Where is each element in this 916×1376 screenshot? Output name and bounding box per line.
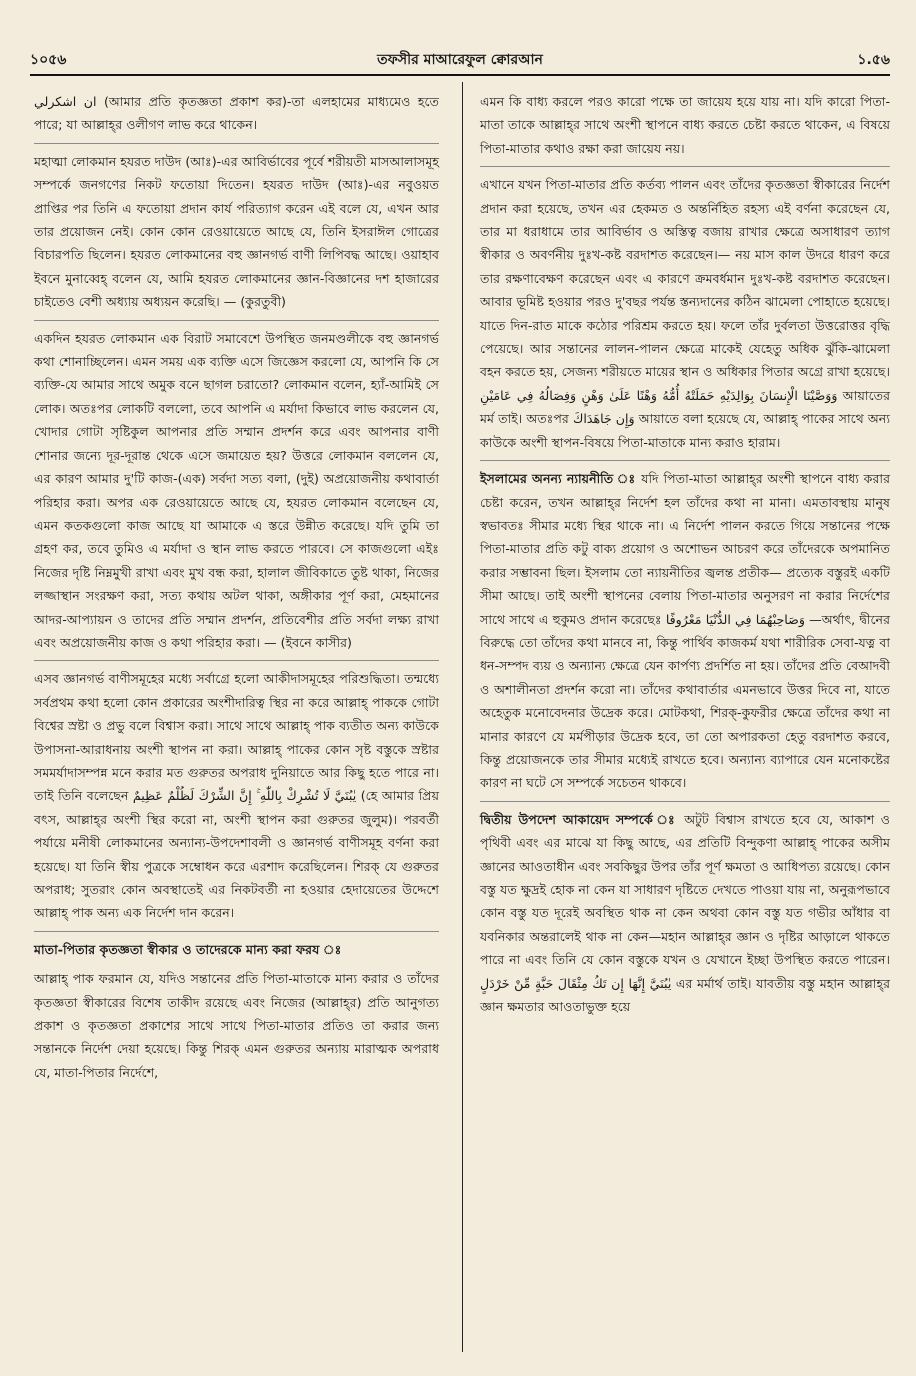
right-column-paragraph: এমন কি বাধ্য করলে পরও কারো পক্ষে তা জায়েয হয়ে যায় না। যদি কারো পিতা-মাতা তাকে আল্লাহ্‌র সাথে অংশী স্থাপনে বাধ্য করতে চেষ্টা করতে থাকেন, এ বিষয়ে পিতা-মাতার কথাও রক্ষা করা জায়েয নয়। <box>480 94 890 156</box>
section-heading: দ্বিতীয় উপদেশ আকায়েদ সম্পর্কে ঃ <box>480 811 685 827</box>
left-column-paragraph: মহাত্মা লোকমান হযরত দাউদ (আঃ)-এর আবির্ভাবের পূর্বে শরীয়তী মাসআলাসমূহ সম্পর্কে জনগণের নিকট ফতোয়া দিতেন। হযরত দাউদ (আঃ)-এর নবুওয়ত প্রাপ্তির পর তিনি এ ফতোয়া প্রদান কার্য পরিত্যাগ করেন এই বলে যে, এখন আর তার প্রয়োজন নেই। কোন কোন রেওয়ায়েতে আছে যে, তিনি ইসরাঈল গোত্রের বিচারপতি ছিলেন। হযরত লোকমানের বহু জ্ঞানগর্ভ বাণী লিপিবদ্ধ আছে। ওয়াহাব ইবনে মুনাব্বেহ্ বলেন যে, আমি হযরত লোকমানের জ্ঞান-বিজ্ঞানের দশ হাজারের চাইতেও বেশী অধ্যায় অধ্যয়ন করেছি। — (কুরতুবী) <box>34 153 439 310</box>
paragraph-text: যদি পিতা-মাতা আল্লাহ্‌র অংশী স্থাপনে বাধ্য করার চেষ্টা করেন, তখন আল্লাহ্‌র নির্দেশ হল তাঁদের কথা না মানা। এমতাবস্থায় মানুষ স্বভাবতঃ সীমার মধ্যে স্থির থাকে না। এ নির্দেশ পালন করতে গিয়ে সন্তানের পক্ষে পিতা-মাতার প্রতি কটু বাক্য প্রয়োগ ও অশোভন আচরণ করে তাঁদেরকে অপমানিত করার সম্ভাবনা ছিল। ইসলাম তো ন্যায়নীতির জ্বলন্ত প্রতীক— প্রত্যেক বস্তুরই একটি সীমা আছে। তাই অংশী স্থাপনের বেলায় পিতা-মাতার অনুসরণ না করার নির্দেশের সাথে সাথে এ হুকুমও প্রদান করেছেঃ وَصَاحِبْهُمَا فِي الدُّنْيَا مَعْرُوفًا —অর্থাৎ, দ্বীনের বিরুদ্ধে তো তাঁদের কথা মানবে না, কিন্তু পার্থিব কাজকর্ম যথা শারীরিক সেবা-যত্ন বা ধন-সম্পদ ব্যয় ও অন্যান্য ক্ষেত্রে যেন কার্পণ্য প্রদর্শিত না হয়। তাঁদের প্রতি বেআদবী ও অশালীনতা প্রদর্শন করো না। তাঁদের কথাবার্তার এমনভাবে উত্তর দিবে না, যাতে অহেতুক মনোবেদনার উদ্রেক করে। মোটকথা, শিরক্-কুফরীর ক্ষেত্রে তাঁদের কথা না মানার কারণে যে মর্মপীড়ার উদ্রেক হবে, তা তো অপারকতা হেতু বরদাশত করবে, কিন্তু প্রয়োজনকে তার সীমার মধ্যেই রাখতে হবে। অন্যান্য ব্যাপারে যেন মনোকষ্টের কারণ না ঘটে সে সম্পর্কে সচেতন থাকবে। <box>480 471 891 791</box>
left-column-paragraph: একদিন হযরত লোকমান এক বিরাট সমাবেশে উপস্থিত জনমণ্ডলীকে বহু জ্ঞানগর্ভ কথা শোনাচ্ছিলেন। এমন সময় এক ব্যক্তি এসে জিজ্ঞেস করলো যে, আপনি কি সে ব্যক্তি-যে আমার সাথে অমুক বনে ছাগল চরাতো? লোকমান বলেন, হ্যাঁ-আমিই সে লোক। অতঃপর লোকটি বললো, তবে আপনি এ মর্যাদা কিভাবে লাভ করলেন যে, খোদার গোটা সৃষ্টিকুল আপনার প্রতি সম্মান প্রদর্শন করে এবং আপনার বাণী শোনার জন্যে দূর-দূরান্ত থেকে এসে জমায়েত হয়? উত্তরে লোকমান বললেন যে, এর কারণ আমার দু'টি কাজ-(এক) সর্বদা সত্য বলা, (দুই) অপ্রয়োজনীয় কথাবার্তা পরিহার করা। অপর এক রেওয়ায়েতে আছে যে, হযরত লোকমান বলেছেন যে, এমন কতকগুলো কাজ আছে যা আমাকে এ স্তরে উন্নীত করেছে। যদি তুমি তা গ্রহণ কর, তবে তুমিও এ মর্যাদা ও স্থান লাভ করতে পারবে। সে কাজগুলো এইঃ নিজের দৃষ্টি নিম্নমুখী রাখা এবং মুখ বন্ধ করা, হালাল জীবিকাতে তুষ্ট থাকা, নিজের লজ্জাস্থান সংরক্ষণ করা, সত্য কথায় অটল থাকা, অঙ্গীকার পূর্ণ করা, মেহমানের আদর-আপ্যায়ন ও তাদের প্রতি সম্মান প্রদর্শন, প্রতিবেশীর প্রতি সর্বদা লক্ষ্য রাখা এবং অপ্রয়োজনীয় কাজ ও কথা পরিহার করা। — (ইবনে কাসীর) <box>34 330 439 650</box>
page-number-right: ১.৫৬ <box>857 52 890 68</box>
paragraph-rule <box>34 143 439 144</box>
column-divider <box>462 82 463 1352</box>
section-heading: ইসলামের অনন্য ন্যায়নীতি ঃ <box>480 471 642 487</box>
right-column-paragraph: এখানে যখন পিতা-মাতার প্রতি কর্তব্য পালন এবং তাঁদের কৃতজ্ঞতা স্বীকারের নির্দেশ প্রদান করা হয়েছে, তখন এর হেকমত ও অন্তর্নিহিত রহস্য এই বর্ণনা করেছেন যে, তার মা ধরাধামে তার আবির্ভাব ও অস্তিত্ব বজায় রাখার ক্ষেত্রে অসাধারণ ত্যাগ স্বীকার ও অবর্ণনীয় দুঃখ-কষ্ট বরদাশত করেছেন।— নয় মাস কাল উদরে ধারণ করে তার রক্ষণাবেক্ষণ করেছেন এবং এ কারণে ক্রমবর্ধমান দুঃখ-কষ্ট বরদাশত করেছেন। আবার ভূমিষ্ট হওয়ার পরও দু'বছর পর্যন্ত স্তন্যদানের কঠিন ঝামেলা পোহাতে হয়েছে। যাতে দিন-রাত মাকে কঠোর পরিশ্রম করতে হয়। ফলে তাঁর দুর্বলতা উত্তরোত্তর বৃদ্ধি পেয়েছে। আর সন্তানের লালন-পালন ক্ষেত্রে মাকেই যেহেতু অধিক ঝুঁকি-ঝামেলা বহন করতে হয়, সেজন্য শরীয়তে মায়ের স্থান ও অধিকার পিতার অগ্রে রাখা হয়েছে। وَوَصَّيْنَا الْإِنسَانَ بِوَالِدَيْهِ حَمَلَتْهُ أُمُّهُ وَهْنًا عَلَىٰ وَهْنٍ وَفِصَالُهُ فِي عَامَيْنِ আয়াতের মর্ম তাই। অতঃপর وَإِن جَاهَدَاكَ আয়াতে বলা হয়েছে যে, আল্লাহ্ পাকের সাথে অন্য কাউকে অংশী স্থাপন-বিষয়ে পিতা-মাতাকে মান্য করাও হারাম। <box>480 177 891 450</box>
right-column-paragraph <box>480 467 890 795</box>
paragraph-rule <box>34 320 439 321</box>
page-header <box>30 44 890 76</box>
page-number-left: ১০৫৬ <box>30 52 67 68</box>
left-column <box>34 90 439 1090</box>
left-column-paragraph: ان اشكرلي (আমার প্রতি কৃতজ্ঞতা প্রকাশ কর)-তা এলহামের মাধ্যমেও হতে পারে; যা আল্লাহ্‌র ওলীগণ লাভ করে থাকেন। <box>34 94 439 133</box>
left-column-paragraph: আল্লাহ্ পাক ফরমান যে, যদিও সন্তানের প্রতি পিতা-মাতাকে মান্য করার ও তাঁদের কৃতজ্ঞতা স্বীকারের বিশেষ তাকীদ রয়েছে এবং নিজের (আল্লাহ্‌র) প্রতি আনুগত্য প্রকাশ ও কৃতজ্ঞতা প্রকাশের সাথে সাথে পিতা-মাতার প্রতিও তা করার জন্য সন্তানকে নির্দেশ দেয়া হয়েছে। কিন্তু শিরক্ এমন গুরুতর অন্যায় মারাত্মক অপরাধ যে, মাতা-পিতার নির্দেশে, <box>34 971 439 1080</box>
right-column <box>480 90 890 1024</box>
paragraph-rule <box>34 660 439 661</box>
paragraph-rule <box>480 166 890 167</box>
paragraph-rule <box>480 801 890 802</box>
paragraph-rule <box>34 931 439 932</box>
paragraph-text: অটুট বিশ্বাস রাখতে হবে যে, আকাশ ও পৃথিবী এবং এর মাঝে যা কিছু আছে, এর প্রতিটি বিন্দুকণা আল্লাহ্ পাকের অসীম জ্ঞানের আওতাধীন এবং সবকিছুর উপর তাঁর পূর্ণ ক্ষমতা ও আধিপত্য রয়েছে। কোন বস্তু যত ক্ষুদ্রই হোক না কেন যা সাধারণ দৃষ্টিতে দেখতে পাওয়া যায় না, অনুরূপভাবে কোন বস্তু যত দূরেই অবস্থিত থাক না কেন অথবা কোন বস্তু যত গভীর আঁধার বা যবনিকার অন্তরালেই থাক না কেন—মহান আল্লাহ্‌র জ্ঞান ও দৃষ্টির আড়ালে থাকতে পারে না এবং তিনি যে কোন বস্তুকে যখন ও যেখানে ইচ্ছা উপস্থিত করতে পারেন। يٰبُنَيَّ إِنَّهَا إِن تَكُ مِثْقَالَ حَبَّةٍ مِّنْ خَرْدَلٍ এর মর্মার্থ তাই। যাবতীয় বস্তু মহান আল্লাহ্‌র জ্ঞান ক্ষমতার আওতাভুক্ত হয়ে <box>480 811 890 1015</box>
book-title: তফসীর মাআরেফুল ক্বোরআন <box>377 52 543 68</box>
paragraph-rule <box>480 460 890 461</box>
section-heading: মাতা-পিতার কৃতজ্ঞতা স্বীকার ও তাদেরকে মান্য করা ফরয ঃ <box>34 941 342 957</box>
left-column-paragraph: এসব জ্ঞানগর্ভ বাণীসমূহের মধ্যে সর্বাগ্রে হলো আকীদাসমূহের পরিশুদ্ধিতা। তন্মধ্যে সর্বপ্রথম কথা হলো কোন প্রকারের অংশীদারিত্ব স্থির না করে আল্লাহ্ পাককে গোটা বিশ্বের স্রষ্টা ও প্রভু বলে বিশ্বাস করা। সাথে সাথে আল্লাহ্ পাক ব্যতীত অন্য কাউকে উপাসনা-আরাধনায় অংশী স্থাপন না করা। আল্লাহ্ পাকের কোন সৃষ্ট বস্তুকে স্রষ্টার সমমর্যাদাসম্পন্ন মনে করার মত গুরুতর অপরাধ দুনিয়াতে আর কিছু হতে পারে না। তাই তিনি বলেছেন يٰبُنَيَّ لَا تُشْرِكْ بِاللّٰهِ ۚ إِنَّ الشِّرْكَ لَظُلْمٌ عَظِيمٌ (হে আমার প্রিয় বৎস, আল্লাহ্‌র অংশী স্থির করো না, অংশী স্থাপন করা গুরুতর জুলুম)। পরবর্তী পর্যায়ে মনীষী লোকমানের অন্যান্য-উপদেশাবলী ও জ্ঞানগর্ভ বাণীসমূহ বর্ণনা করা হয়েছে। যা তিনি স্বীয় পুত্রকে সম্বোধন করে এরশাদ করেছিলেন। শিরক্ যে গুরুতর অপরাধ; সুতরাং কোন অবস্থাতেই এর নিকটবর্তী না হওয়ার হেদায়েতের উদ্দেশে আল্লাহ্ পাক অন্য এক নির্দেশ দান করেন। <box>34 671 439 921</box>
right-column-paragraph <box>480 808 890 1019</box>
